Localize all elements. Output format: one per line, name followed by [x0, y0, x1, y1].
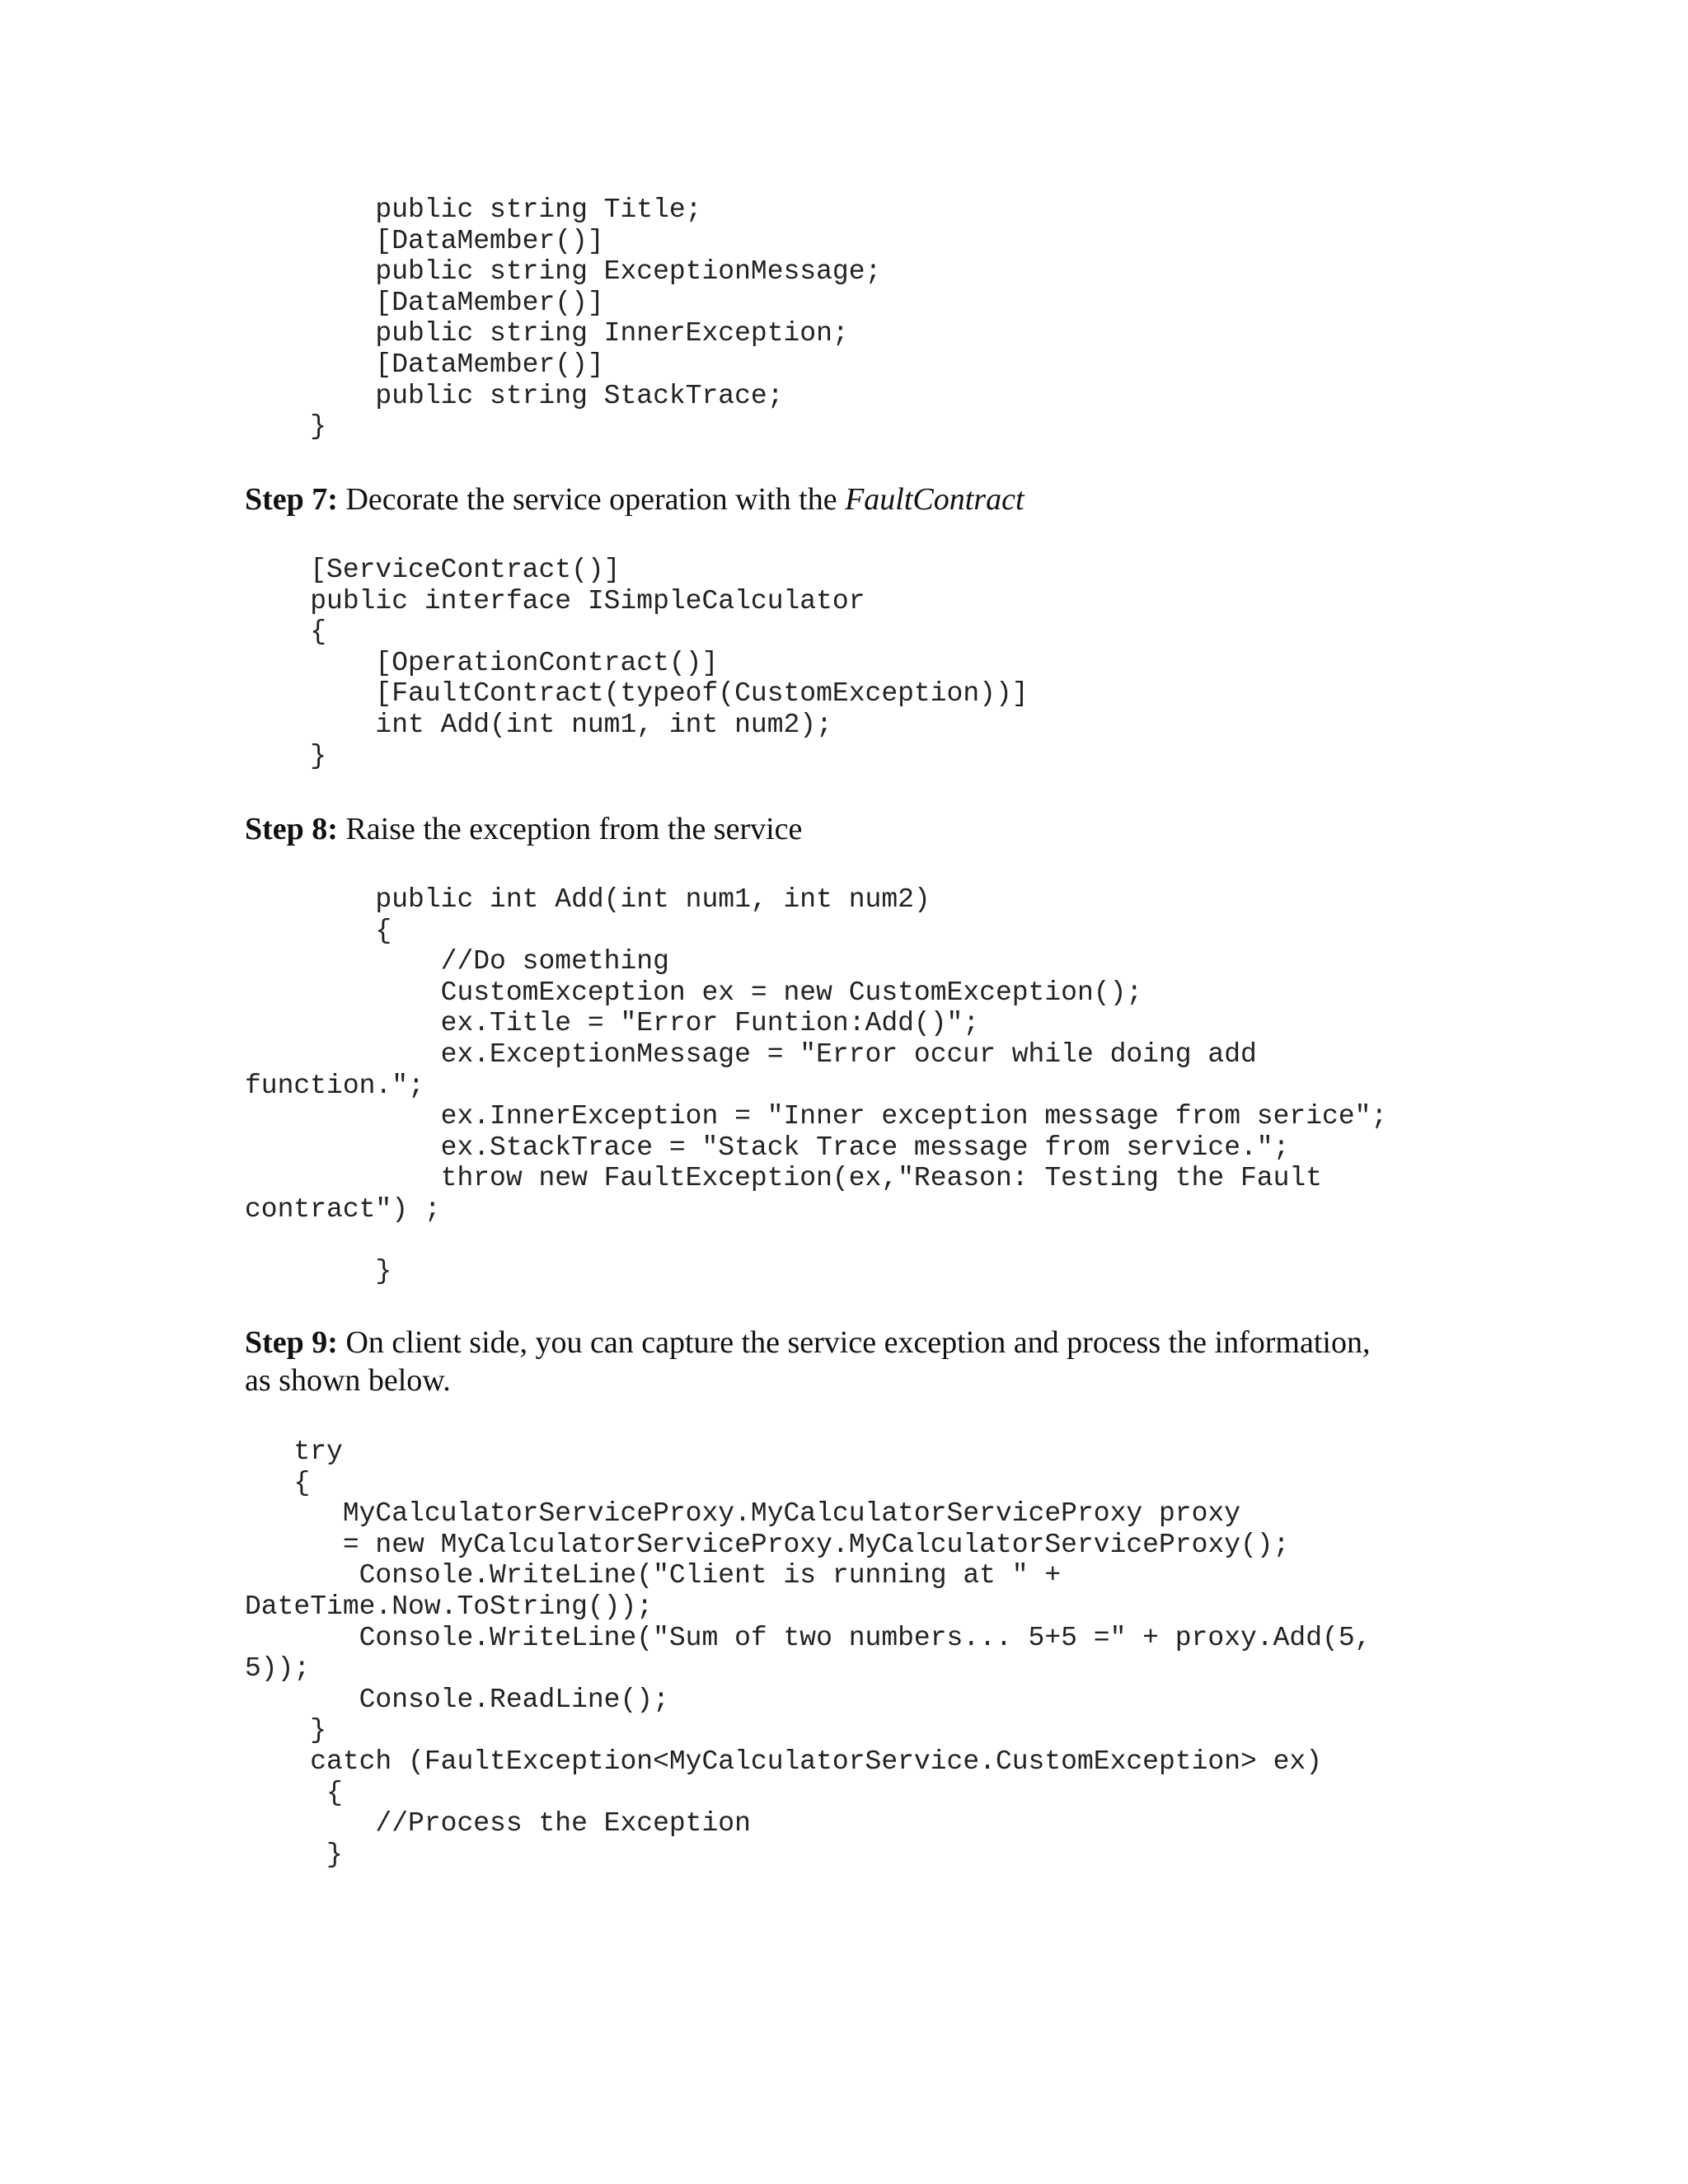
- code-line: [DataMember()]: [245, 287, 604, 318]
- code-line: 5));: [245, 1653, 311, 1685]
- code-line: contract") ;: [245, 1193, 441, 1225]
- code-line: public string InnerException;: [245, 318, 849, 349]
- code-block-service-contract: [245, 555, 1029, 771]
- code-line: {: [245, 1467, 311, 1498]
- step-text: Decorate the service operation with the: [337, 482, 846, 517]
- code-line: }: [245, 411, 327, 443]
- step-label: Step 8:: [245, 812, 338, 846]
- code-block-datacontract-fields: [245, 194, 881, 443]
- code-block-client-try-catch: [245, 1436, 1371, 1870]
- code-line: DateTime.Now.ToString());: [245, 1591, 654, 1622]
- code-line: {: [245, 616, 327, 648]
- code-line: ex.InnerException = "Inner exception message from serice";: [245, 1101, 1388, 1132]
- code-line: Console.ReadLine();: [245, 1684, 669, 1715]
- code-line: ex.Title = "Error Funtion:Add()";: [245, 1008, 980, 1039]
- code-block-raise-exception: [245, 884, 1387, 1287]
- code-line: public int Add(int num1, int num2): [245, 884, 931, 915]
- code-line: CustomException ex = new CustomException();: [245, 977, 1143, 1008]
- code-line: public string ExceptionMessage;: [245, 256, 882, 288]
- code-line: //Do something: [245, 946, 669, 977]
- code-line: public string StackTrace;: [245, 380, 784, 411]
- code-line: public interface ISimpleCalculator: [245, 585, 865, 616]
- code-line: }: [245, 1839, 343, 1870]
- code-line: try: [245, 1436, 343, 1467]
- code-line: [DataMember()]: [245, 349, 604, 380]
- step-7-heading: [245, 480, 1025, 518]
- step-9-heading: [245, 1324, 1370, 1399]
- code-line: //Process the Exception: [245, 1808, 751, 1840]
- code-line: ex.StackTrace = "Stack Trace message from service.";: [245, 1132, 1290, 1163]
- step-text: On client side, you can capture the service exception and process the information,: [337, 1325, 1371, 1360]
- step-8-heading: [245, 810, 802, 848]
- code-line: MyCalculatorServiceProxy.MyCalculatorServiceProxy proxy: [245, 1498, 1240, 1530]
- code-line: }: [245, 740, 327, 771]
- code-line: [DataMember()]: [245, 225, 604, 256]
- code-line: catch (FaultException<MyCalculatorService.CustomException> ex): [245, 1746, 1323, 1777]
- code-line: [ServiceContract()]: [245, 555, 621, 585]
- code-line: ex.ExceptionMessage = "Error occur while doing add: [245, 1038, 1257, 1070]
- code-line: throw new FaultException(ex,"Reason: Testing the Fault: [245, 1163, 1323, 1194]
- code-line: function.";: [245, 1070, 424, 1101]
- step-text-continued: as shown below.: [245, 1363, 451, 1398]
- step-label: Step 9:: [245, 1325, 338, 1360]
- code-line: Console.WriteLine("Sum of two numbers... 5+5 =" + proxy.Add(5,: [245, 1622, 1372, 1653]
- step-emphasis: FaultContract: [845, 482, 1025, 517]
- code-line: [FaultContract(typeof(CustomException))]: [245, 678, 1029, 710]
- step-label: Step 7:: [245, 482, 338, 517]
- code-line: [245, 1226, 1387, 1257]
- code-line: }: [245, 1715, 327, 1746]
- code-line: public string Title;: [245, 194, 702, 225]
- code-line: {: [245, 915, 392, 946]
- code-line: {: [245, 1777, 343, 1808]
- code-line: Console.WriteLine("Client is running at " +: [245, 1560, 1062, 1591]
- code-line: int Add(int num1, int num2);: [245, 709, 832, 740]
- code-line: = new MyCalculatorServiceProxy.MyCalculatorServiceProxy();: [245, 1529, 1290, 1560]
- code-line: }: [245, 1256, 392, 1287]
- step-text: Raise the exception from the service: [337, 812, 803, 846]
- code-line: [OperationContract()]: [245, 647, 719, 678]
